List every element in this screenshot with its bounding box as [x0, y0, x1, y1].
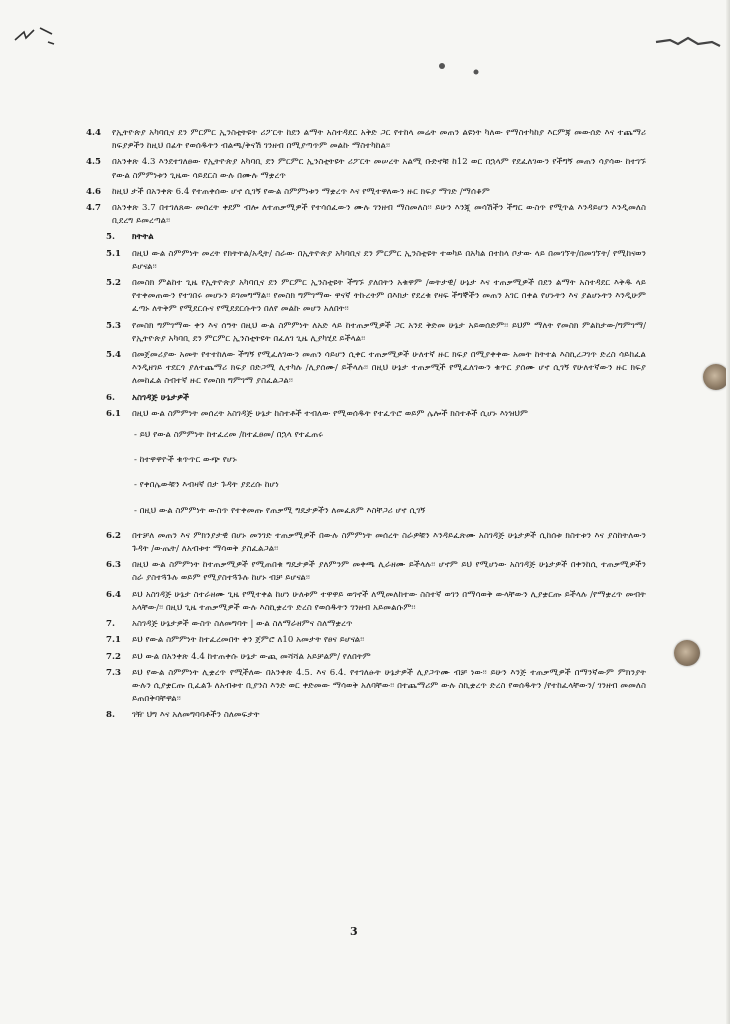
clause-number: 4.7 [86, 203, 101, 214]
clause-6-1 [86, 408, 646, 421]
document-body [86, 127, 646, 726]
clause-4-6 [86, 186, 646, 199]
clause-4-7 [86, 202, 646, 228]
clause-number: 7.1 [106, 635, 121, 646]
clause-7-1 [86, 634, 646, 647]
section-title: አስገዳጅ ሁኔታዎች [132, 392, 190, 403]
clause-number: 4.4 [86, 128, 101, 138]
clause-7-3 [86, 667, 646, 707]
bullet-item: - ከተዋዋዮች ቁጥጥር ውጭ የሆኑ [134, 455, 237, 466]
clause-text: በአንቀጽ 4.3 እንደተገለፀው የኢትዮጵያ አካባቢ ደን ምርምር ኢንስቲትዩት ሪፖርት መሠረት አልሚ ቡድኖቹ ከ12 ወር በኋላም የደፈለገውን የችግኝ መጠን ሳያሳው ከተገኙ የውል ስምምነቱን ጊዜው ሳይደርስ ውሉ በሙሉ ማቋረጥ [112, 157, 646, 181]
clause-text: ይህ አስገዳጅ ሁኔታ ስተራዘሙ ጊዜ የሚተቀል ከሆነ ሁለቱም ተዋዋይ ወገኖች ለሚመለከተው ስስተኛ ወገን በማሳወቅ ውላቸውን ሊያቋርጡ ይችላሉ /የማቋረጥ መብት አላቸው/፡፡ በዚህ ጊዜ ተጠቃሚዎች ውሉ እስኪቋረጥ ድረስ የወሰዱትን ገንዘብ አይመልሱም፡፡ [132, 589, 646, 613]
punch-hole-lower [674, 640, 700, 666]
ink-mark-top-left [12, 24, 58, 48]
clause-5-4 [86, 349, 646, 389]
clause-number: 4.6 [86, 186, 101, 197]
bullet-item: - በዚህ ውል ስምምነት ውስጥ የተቀመጡ የጠቃሚ ግዴታዎችን ለመፈጸም እስቸጋሪ ሆኖ ሲገኝ [134, 505, 426, 516]
clause-5-3 [86, 320, 646, 346]
clause-text: በዚህ ውል ስምምነት መሰረት አስገዳጅ ሁኔታ ከስተቶች ተብለው የሚወሰዱት የተፈጥሮ ወይም ሌሎች ክስተቶች ሲሆኑ እነዝህም [132, 408, 528, 419]
clause-number: 5.1 [106, 248, 121, 259]
clause-6-3 [86, 559, 646, 585]
section-title: ገዥ ህግ እና አለመግባባቶችን ስለመፍታት [132, 710, 260, 721]
clause-number: 5.4 [106, 350, 121, 361]
clause-number: 7.3 [106, 667, 121, 678]
section-number: 8. [106, 710, 115, 721]
clause-text: ይህ የውል ስምምነት ሊቋረጥ የሚችለው በአንቀጽ 4.5. እና 6.4. የተገለፁት ሁኔታዎች ሊያጋጥሙ ብቻ ነው፡፡ ይሁን እንጅ ተጠቃሚዎች በማንኛውም ምክንያት ውሉን ሲያቋርጡ ቢፈልጉ ለአብቱተ ቢያንስ እንድ ወር ቀድመው ማሳወቅ አለባቸው፡፡ በተጨማሪም ውሉ ስኪቋረጥ ድረስ የወሰዱትን /የተከፈላቸውን/ ገንዘብ መመለስ ይጠበቅባቸዋል፡፡ [132, 667, 646, 705]
section-title: አስገዳጅ ሁኔታዎች ውስጥ ስለመግባት | ውል ስለማራዘምና ስለማቋረጥ [132, 619, 353, 630]
section-5-heading [86, 231, 646, 244]
page-edge-shadow [726, 0, 730, 1024]
ink-mark-top-right [652, 30, 724, 54]
clause-6-4 [86, 589, 646, 615]
clause-4-4 [86, 127, 646, 153]
clause-text: በአንቀጽ 3.7 በተገለጸው መሰረት ቀደም ብሎ ለተጠቃሚዎች የተሳሰፈውን ሙሉ ገንዘብ ማስመለስ፡፡ ይሁን እንጂ መሳሽችን ችግር ውስጥ የሚጥል እንዳይሆን እንዲመለስ ቢደረግ ይመረጣል፡፡ [112, 203, 646, 227]
clause-text: ከዚህ ታች በአንቀጽ 6.4 የተጠቀሰው ሆኖ ሲገኝ የውል ስምምነቱን ማቋረጥ እና የሚተዋለውን ዙር ክፍያ ማገድ /ማሰቆም [112, 186, 490, 197]
clause-4-5 [86, 156, 646, 182]
clause-5-1 [86, 248, 646, 274]
section-6-heading [86, 392, 646, 405]
bullet-item: - ይህ የውል ስምምነት ከተፈረመ /ከተፈፀመ/ በኋላ የተፈጠሩ [134, 430, 324, 441]
page-number: 3 [350, 925, 358, 938]
clause-number: 5.3 [106, 320, 121, 331]
section-title: ክትትል [132, 232, 154, 243]
clause-text: በዚህ ውል ስምምነት መረት የክትትል/አዲት/ ስራው በኢትዮጵያ አካባቢና ደን ምርምር ኢንስቲዩት ተወካይ በአካል በተከላ ቦታው ላይ በመገኘት/በመገኘት/ የሚከናወን ይሆናል፡፡ [132, 248, 646, 272]
clause-number: 6.4 [106, 589, 121, 600]
clause-number: 7.2 [106, 651, 121, 662]
clause-number: 5.2 [106, 278, 121, 289]
clause-text: በመስክ ምልከተ ጊዜ የኢትዮጵያ አካባቢና ደን ምርምር ኢንስቲዩት ችግኙ ያለበትን አቁዋም /ወትታዊ/ ሁኔታ እና ተጠቃሚዎች በደን ልማት አስተዳደር እቅዱ ላይ የተቀመጠውን የተገበሩ መሆኑን ይገመግማል፡፡ የመስክ ግምገማው ዋናኛ ትኩረትም በእክታ የደረቁ የዛፍ ችግኞችን መጠን አገር በቀል የሆኑትን እና ያልሆኑትን እንዲሁም ፈጣኑ ለትቅም የሚደርሱና የሚደደርሱትን በለየ መልኩ መሆን አለበት፡፡ [132, 278, 646, 315]
clause-number: 6.1 [106, 408, 121, 419]
section-number: 7. [106, 619, 115, 630]
clause-number: 6.3 [106, 560, 121, 571]
clause-6-2 [86, 530, 646, 556]
section-8-heading [86, 709, 646, 722]
section-number: 5. [106, 232, 115, 243]
clause-text: በተቻለ መጠን እና ምክንያታዊ በሆኑ መንገድ ተጠቃሚዎች በውሉ ስምምነት መሰረት ስራዎቹን እንዳይፈጽሙ አስገዳጅ ሁኔታዎች ሲከሰቱ ክስተቱን እና ያስከትለውን ጉዳት /ውጤት/ ለአብቱተ ማሳወቅ ያስፈልጋል፡፡ [132, 530, 646, 555]
clause-text: የኢትዮጵያ አካባቢና ደን ምርምር ኢንስቲትዩት ሪፖርት ከደን ልማት አስተዳደር አቅድ ጋር የተከላ መሬት መጠን ልዩነት ካለው የማስተካከያ እርምጃ መውሰድ እና ተጨማሪ ክፍያዎችን ከዚህ በፊት የወሰዱትን ብልጫ/ቅናሽ ገንዘብ በሚያጣጥም መልኩ ማስተካከል፡፡ [112, 128, 646, 152]
bullet-item: - የቀበሌውቹን እብዛኛ በታ ጉዳት ያደረሱ ከሆነ [134, 480, 279, 491]
clause-7-2 [86, 651, 646, 664]
clause-text: ይህ የውል ስምምነት ከተፈረመበት ቀን ጀምሮ ለ10 አመታት የፀና ይሆናል፡፡ [132, 635, 365, 646]
clause-text: የመስክ ግምገማው ቀን እና ሰዓት በዚህ ውል ስምምነት ለአድ ላይ ከተጠቃሚዎች ጋር አንደ ቅድመ ሁኔታ አይወሰድም፡፡ ይህም ማለት የመስክ ምልከታው/ግምገማ/ የኢትዮጵያ አካባቢ ደን ምርምር ኢንስቲትዩት በፈለገ ጊዜ ሊያካሂደ ይችላል፡፡ [132, 320, 646, 344]
section-7-heading [86, 618, 646, 631]
section-number: 6. [106, 392, 115, 403]
clause-5-2 [86, 277, 646, 317]
clause-number: 4.5 [86, 157, 101, 168]
clause-text: በመጀመሪያው አመት የተተከለው ችግኝ የሚፈለገውን መጠን ሳይሆን ሲቀር ተጠቃሚዎች ሁለተኛ ዙር ክፍያ በሚያቀቀው አመት ከትተል እስኪረጋገጥ ድረስ ሳይከፈል እንዲዘገይ ተደርጎ ያለተጨማሪ ክፍያ በድጋሚ ሊተካሉ /ሊያሰሙ/ ይችላሉ፡፡ በዚህ ሁኔታ ተጠቃሚች የሚፈለገውን ቁጥር ያሰሙ ሆኖ ሲገኝ የሁለተኛውን ዙር ክፍያ ለመከፈል ስብተኛ ዙር የመስክ ግምገማ ያስፈልጋል፡፡ [132, 350, 646, 387]
clause-text: በዚህ ውል ስምምነት ከተጠቃሚዎች የሚጠበቁ ግዴታዎች ያለምንም መቀጫ ሊራዘሙ ይችላሉ፡፡ ሆኖም ይህ የሚሆነው አስገዳጅ ሁኔታዎች በቀንከሲ ተጠቃሚዎችን ስራ ያስተጓጉሉ ወይም የሚያስተጓጉሉ ከሆኑ ብቻ ይሆናል፡፡ [132, 560, 646, 584]
clause-text: ይህ ውል በአንቀጽ 4.4 ከተጠቀሱ ሁኔታ ውጪ መሻሻል አይቻልም/ የለበትም [132, 651, 371, 662]
ink-dot-top [436, 60, 486, 80]
clause-number: 6.2 [106, 530, 121, 541]
